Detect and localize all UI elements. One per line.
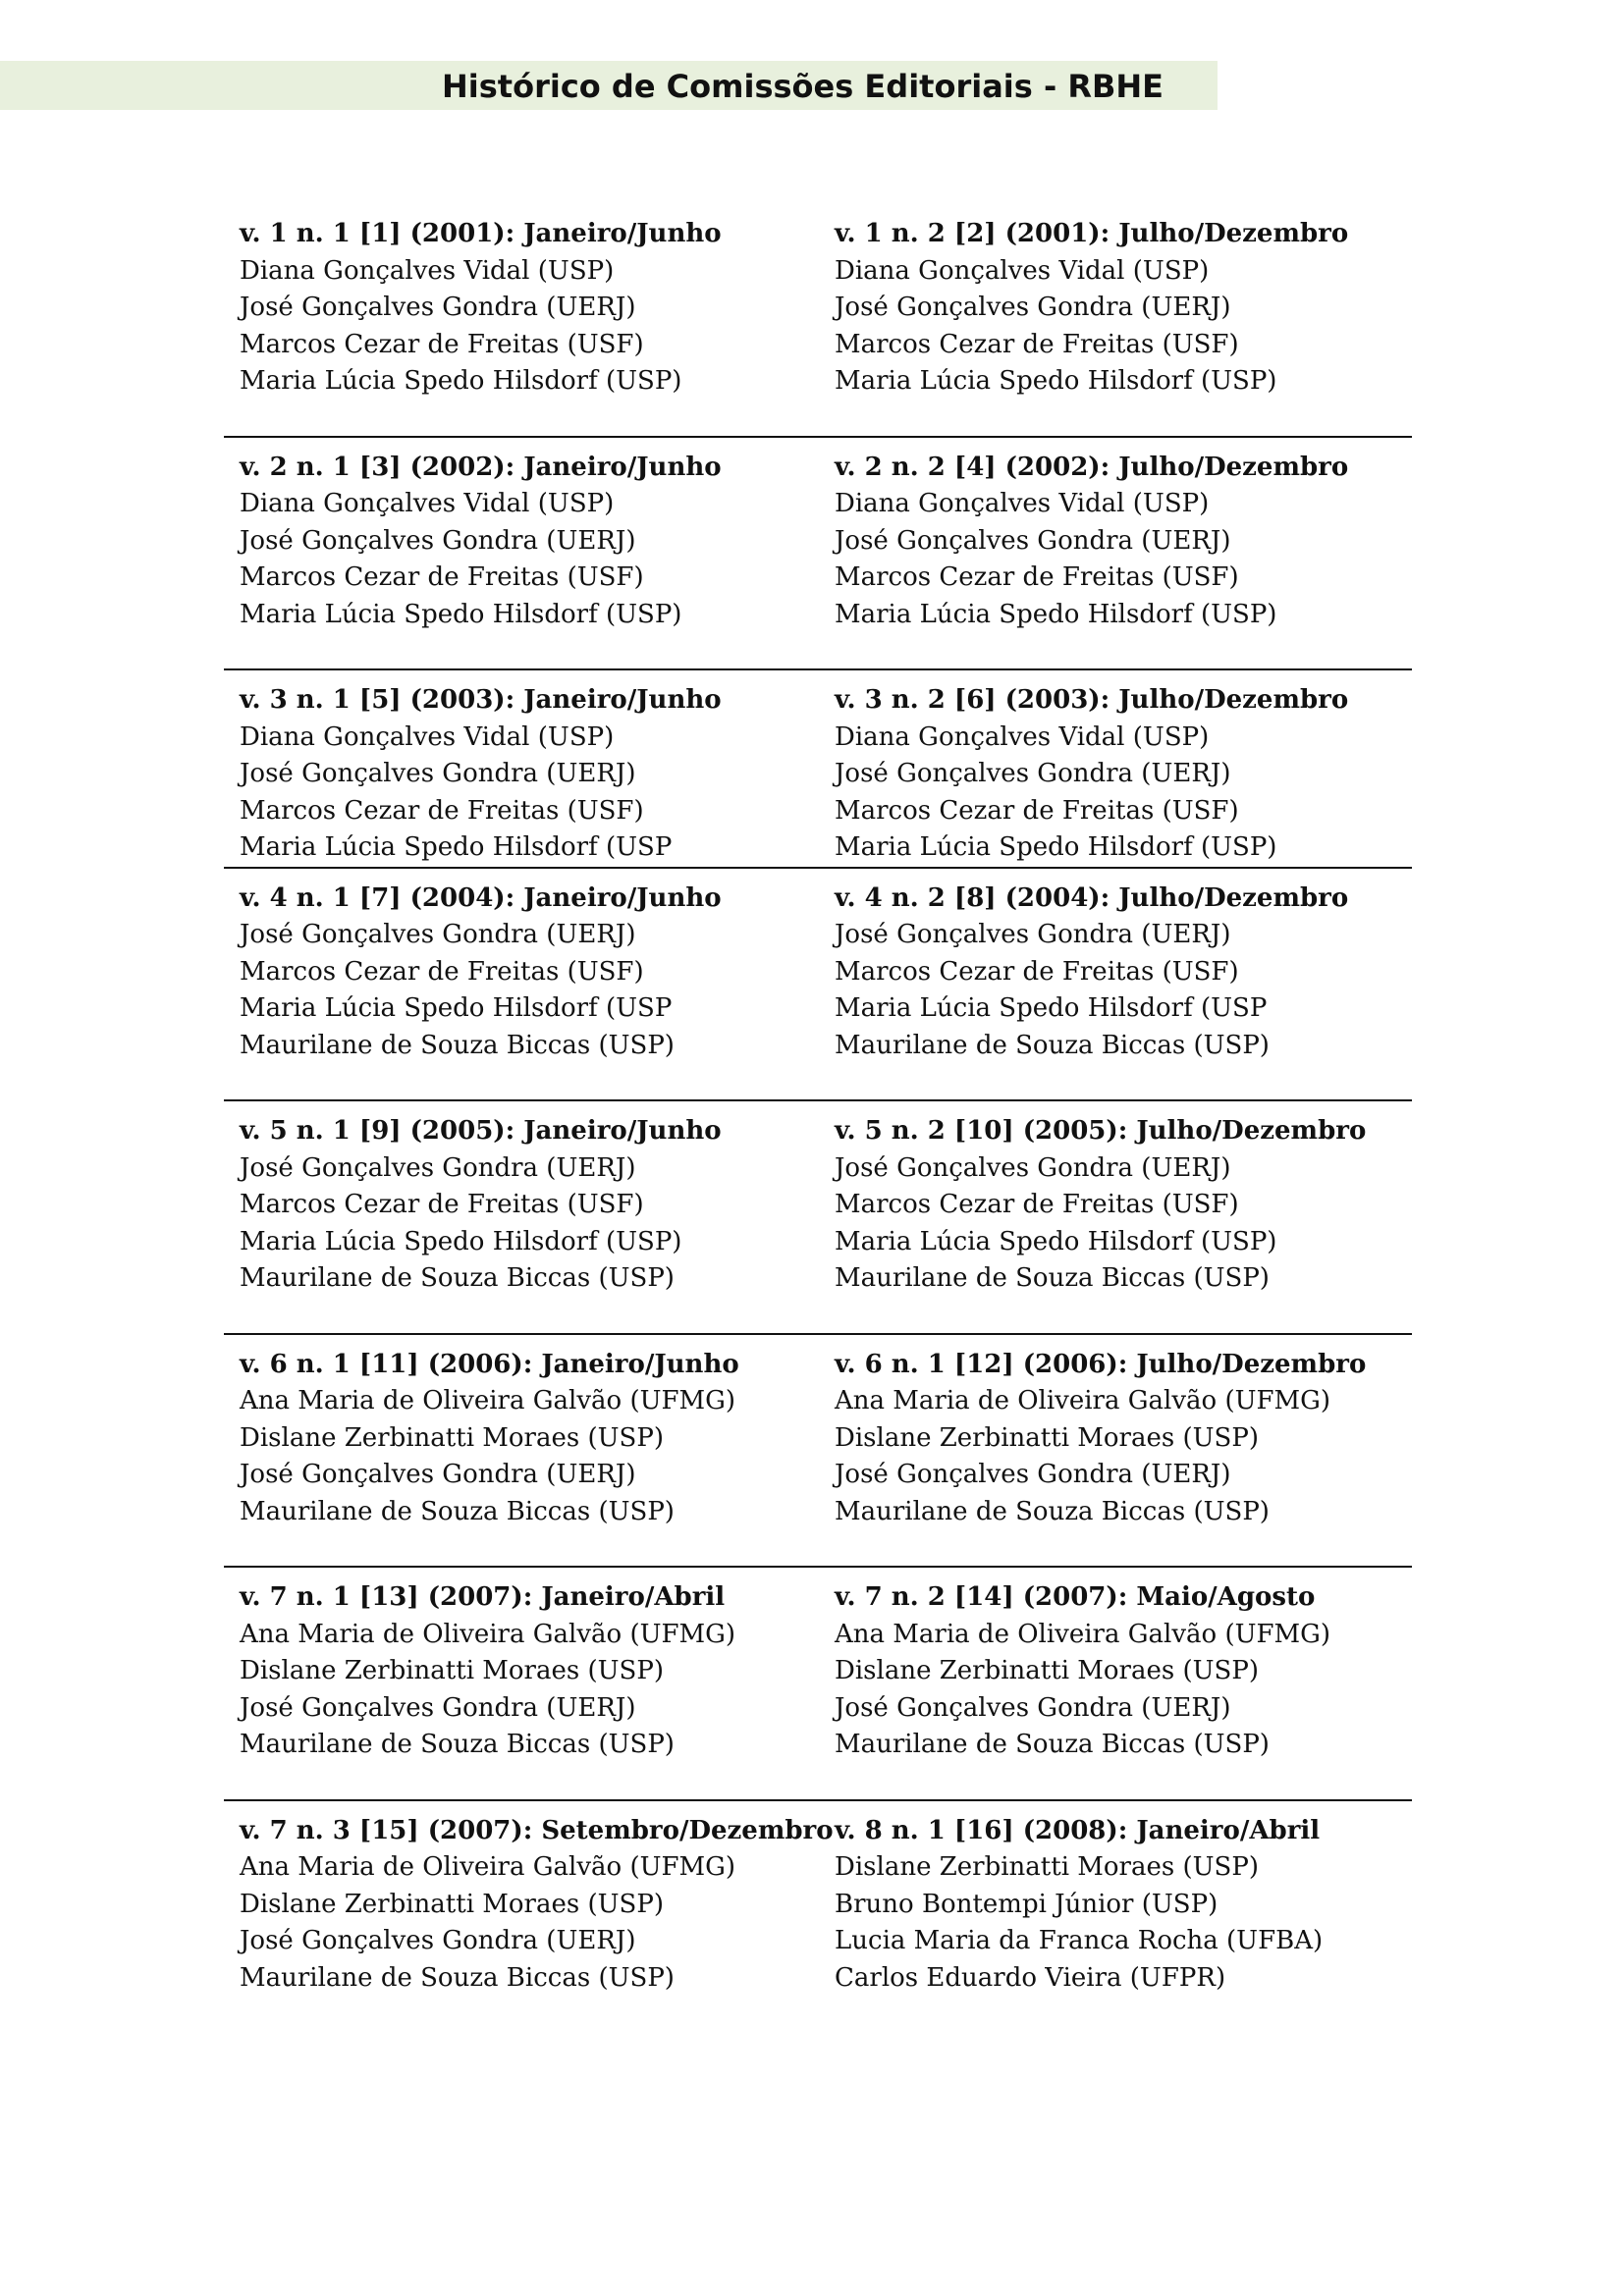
member-name: Maria Lúcia Spedo Hilsdorf (USP) <box>240 599 682 629</box>
member-name: Marcos Cezar de Freitas (USF) <box>835 795 1239 826</box>
member-name: Lucia Maria da Franca Rocha (UFBA) <box>835 1926 1324 1955</box>
member-name: José Gonçalves Gondra (UERJ) <box>240 1460 636 1489</box>
member-name: Ana Maria de Oliveira Galvão (UFMG) <box>240 1852 736 1882</box>
issue-block-left <box>240 1579 835 1764</box>
member-name: Diana Gonçalves Vidal (USP) <box>835 255 1210 286</box>
member-name: Maurilane de Souza Biccas (USP) <box>835 1496 1270 1526</box>
member-name: Dislane Zerbinatti Moraes (USP) <box>835 1422 1259 1453</box>
issue-heading: v. 3 n. 1 [5] (2003): Janeiro/Junho <box>240 685 722 715</box>
member-name: Maurilane de Souza Biccas (USP) <box>240 1962 675 1993</box>
member-name: José Gonçalves Gondra (UERJ) <box>240 920 636 949</box>
issue-block-left <box>240 1113 835 1298</box>
member-name: Maria Lúcia Spedo Hilsdorf (USP <box>240 993 673 1023</box>
issue-block-left <box>240 1813 835 1998</box>
member-name: Maurilane de Souza Biccas (USP) <box>240 1496 675 1526</box>
issue-block-left <box>240 1347 835 1531</box>
page-title: Histórico de Comissões Editoriais - RBHE <box>442 68 1164 105</box>
member-name: José Gonçalves Gondra (UERJ) <box>835 759 1231 788</box>
member-name: Carlos Eduardo Vieira (UFPR) <box>835 1962 1226 1993</box>
issue-block-right <box>835 216 1412 400</box>
issue-heading: v. 7 n. 1 [13] (2007): Janeiro/Abril <box>240 1582 726 1612</box>
issue-row <box>224 1579 1412 1801</box>
member-name: Marcos Cezar de Freitas (USF) <box>835 1190 1239 1219</box>
member-name: José Gonçalves Gondra (UERJ) <box>835 1692 1231 1723</box>
member-name: Maurilane de Souza Biccas (USP) <box>240 1263 675 1293</box>
member-name: Bruno Bontempi Júnior (USP) <box>835 1889 1218 1919</box>
issue-row <box>224 450 1412 671</box>
issue-heading: v. 3 n. 2 [6] (2003): Julho/Dezembro <box>835 685 1349 715</box>
issue-heading: v. 8 n. 1 [16] (2008): Janeiro/Abril <box>835 1815 1321 1845</box>
member-name: Maurilane de Souza Biccas (USP) <box>835 1030 1270 1060</box>
member-name: Diana Gonçalves Vidal (USP) <box>240 489 615 518</box>
member-name: Maria Lúcia Spedo Hilsdorf (USP) <box>240 1226 682 1256</box>
issue-row <box>224 1347 1412 1569</box>
issue-block-right <box>835 682 1412 867</box>
issue-row <box>224 216 1412 438</box>
member-name: Marcos Cezar de Freitas (USF) <box>240 1190 644 1219</box>
issue-block-left <box>240 881 835 1065</box>
issue-heading: v. 1 n. 2 [2] (2001): Julho/Dezembro <box>835 219 1349 248</box>
issue-block-right <box>835 1347 1412 1531</box>
issue-block-left <box>240 216 835 400</box>
issue-heading: v. 6 n. 1 [12] (2006): Julho/Dezembro <box>835 1349 1367 1379</box>
issue-block-left <box>240 450 835 634</box>
member-name: José Gonçalves Gondra (UERJ) <box>835 920 1231 949</box>
member-name: José Gonçalves Gondra (UERJ) <box>240 759 636 788</box>
member-name: Maria Lúcia Spedo Hilsdorf (USP) <box>835 832 1277 862</box>
member-name: José Gonçalves Gondra (UERJ) <box>240 1692 636 1723</box>
member-name: Maria Lúcia Spedo Hilsdorf (USP) <box>835 366 1277 396</box>
issue-heading: v. 4 n. 2 [8] (2004): Julho/Dezembro <box>835 882 1349 913</box>
member-name: Marcos Cezar de Freitas (USF) <box>240 956 644 987</box>
member-name: Marcos Cezar de Freitas (USF) <box>835 956 1239 987</box>
member-name: José Gonçalves Gondra (UERJ) <box>240 525 636 556</box>
member-name: Dislane Zerbinatti Moraes (USP) <box>240 1656 664 1685</box>
issue-heading: v. 7 n. 3 [15] (2007): Setembro/Dezembro <box>240 1815 834 1845</box>
member-name: Ana Maria de Oliveira Galvão (UFMG) <box>240 1386 736 1415</box>
issue-row <box>224 682 1412 869</box>
member-name: Marcos Cezar de Freitas (USF) <box>240 329 644 359</box>
issue-block-right <box>835 1813 1412 1998</box>
issue-row <box>224 1113 1412 1335</box>
issue-heading: v. 5 n. 1 [9] (2005): Janeiro/Junho <box>240 1116 722 1146</box>
member-name: Marcos Cezar de Freitas (USF) <box>240 795 644 826</box>
issue-row <box>224 881 1412 1102</box>
issue-heading: v. 2 n. 1 [3] (2002): Janeiro/Junho <box>240 452 722 482</box>
member-name: Ana Maria de Oliveira Galvão (UFMG) <box>835 1619 1331 1649</box>
issue-heading: v. 2 n. 2 [4] (2002): Julho/Dezembro <box>835 452 1349 482</box>
member-name: José Gonçalves Gondra (UERJ) <box>835 293 1231 322</box>
issue-row <box>224 1813 1412 1998</box>
issue-heading: v. 5 n. 2 [10] (2005): Julho/Dezembro <box>835 1116 1367 1146</box>
member-name: Dislane Zerbinatti Moraes (USP) <box>240 1422 664 1453</box>
issue-heading: v. 1 n. 1 [1] (2001): Janeiro/Junho <box>240 219 722 248</box>
issue-heading: v. 4 n. 1 [7] (2004): Janeiro/Junho <box>240 882 722 913</box>
member-name: Maria Lúcia Spedo Hilsdorf (USP <box>240 832 673 862</box>
issue-block-right <box>835 1113 1412 1298</box>
member-name: José Gonçalves Gondra (UERJ) <box>240 293 636 322</box>
member-name: Maria Lúcia Spedo Hilsdorf (USP) <box>835 1226 1277 1256</box>
member-name: Diana Gonçalves Vidal (USP) <box>240 721 615 752</box>
member-name: Ana Maria de Oliveira Galvão (UFMG) <box>240 1619 736 1649</box>
member-name: Marcos Cezar de Freitas (USF) <box>835 329 1239 359</box>
member-name: José Gonçalves Gondra (UERJ) <box>835 1152 1231 1183</box>
issue-heading: v. 7 n. 2 [14] (2007): Maio/Agosto <box>835 1582 1316 1612</box>
member-name: Marcos Cezar de Freitas (USF) <box>240 562 644 592</box>
committee-grid <box>224 216 1412 1997</box>
member-name: José Gonçalves Gondra (UERJ) <box>835 525 1231 556</box>
member-name: Maurilane de Souza Biccas (USP) <box>835 1263 1270 1293</box>
member-name: Maria Lúcia Spedo Hilsdorf (USP) <box>240 366 682 396</box>
member-name: Dislane Zerbinatti Moraes (USP) <box>835 1656 1259 1685</box>
member-name: Maurilane de Souza Biccas (USP) <box>835 1730 1270 1759</box>
issue-block-left <box>240 682 835 867</box>
member-name: Maria Lúcia Spedo Hilsdorf (USP <box>835 993 1268 1023</box>
member-name: Diana Gonçalves Vidal (USP) <box>240 255 615 286</box>
member-name: José Gonçalves Gondra (UERJ) <box>240 1152 636 1183</box>
member-name: Maurilane de Souza Biccas (USP) <box>240 1730 675 1759</box>
member-name: Dislane Zerbinatti Moraes (USP) <box>240 1889 664 1919</box>
member-name: Diana Gonçalves Vidal (USP) <box>835 721 1210 752</box>
member-name: Maria Lúcia Spedo Hilsdorf (USP) <box>835 599 1277 629</box>
member-name: Maurilane de Souza Biccas (USP) <box>240 1030 675 1060</box>
member-name: Diana Gonçalves Vidal (USP) <box>835 489 1210 518</box>
member-name: Marcos Cezar de Freitas (USF) <box>835 562 1239 592</box>
member-name: José Gonçalves Gondra (UERJ) <box>240 1926 636 1955</box>
member-name: Dislane Zerbinatti Moraes (USP) <box>835 1852 1259 1882</box>
issue-block-right <box>835 1579 1412 1764</box>
issue-block-right <box>835 450 1412 634</box>
issue-heading: v. 6 n. 1 [11] (2006): Janeiro/Junho <box>240 1349 739 1379</box>
member-name: José Gonçalves Gondra (UERJ) <box>835 1460 1231 1489</box>
issue-block-right <box>835 881 1412 1065</box>
member-name: Ana Maria de Oliveira Galvão (UFMG) <box>835 1386 1331 1415</box>
